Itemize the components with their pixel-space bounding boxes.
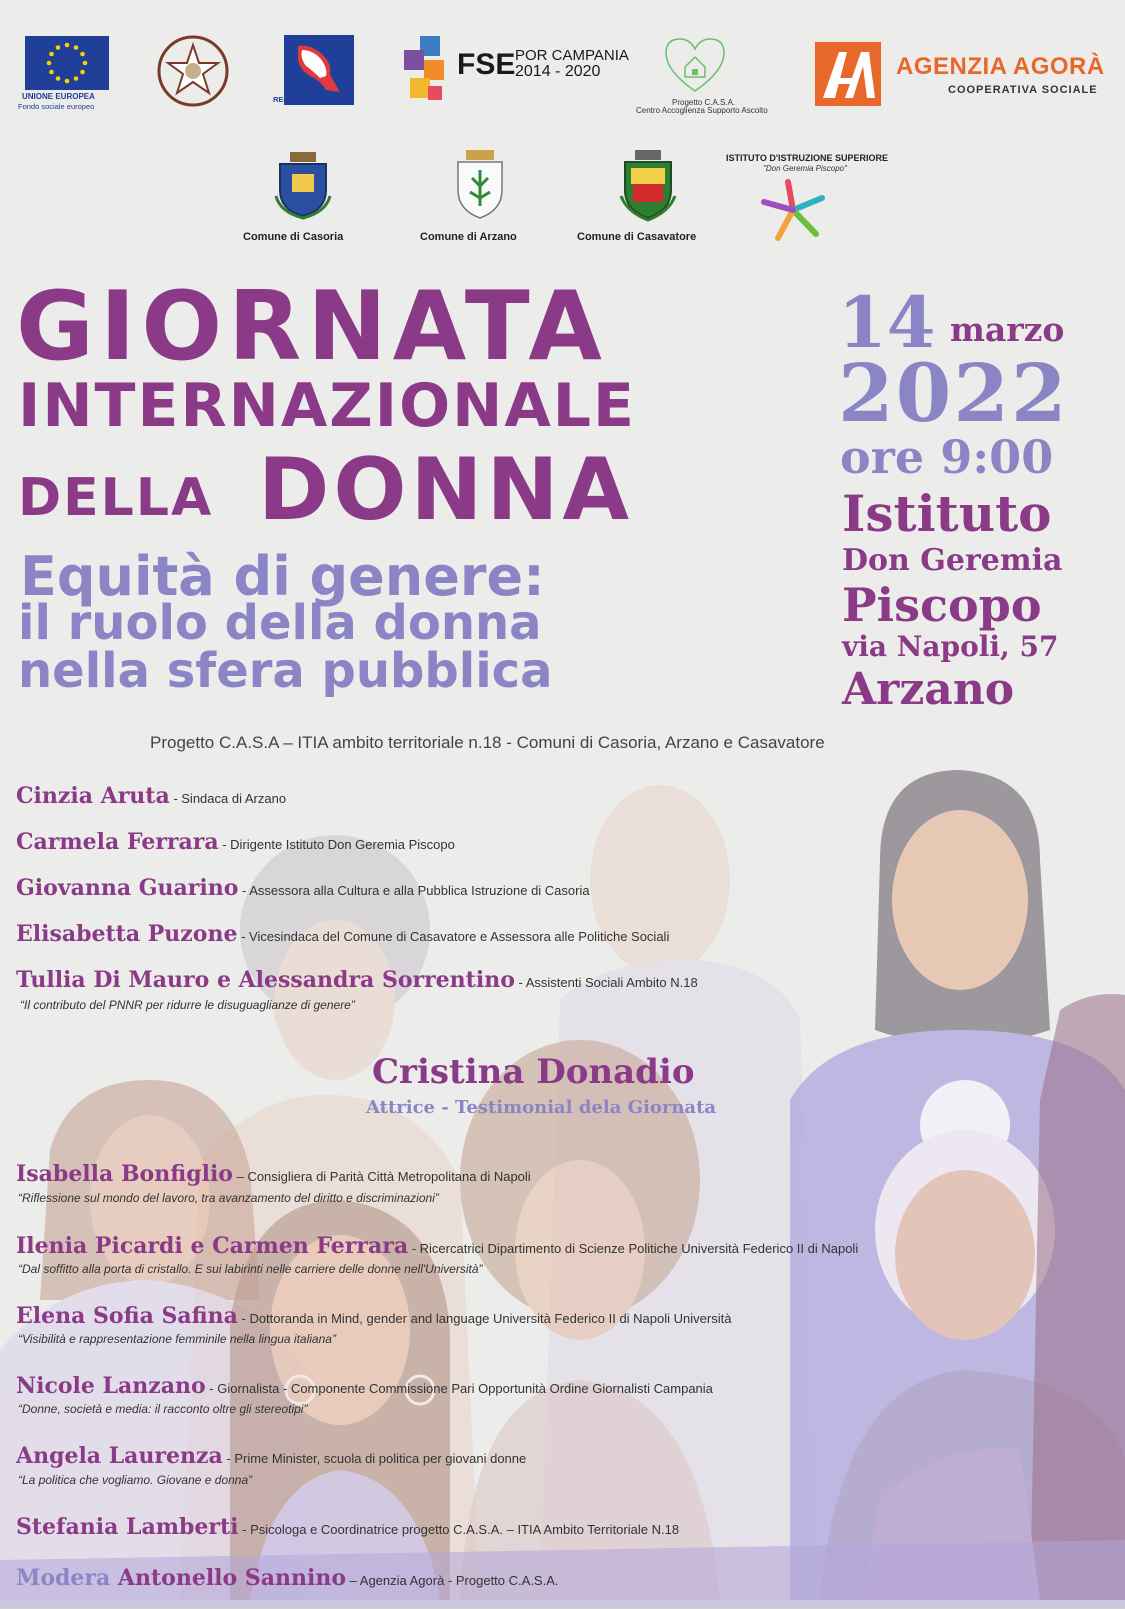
venue-line1: Istituto: [842, 484, 1052, 543]
speaker-name: Cinzia Aruta: [16, 783, 170, 809]
fse-cubes-icon: [400, 36, 454, 112]
speaker-name: Stefania Lamberti: [16, 1514, 239, 1540]
project-line: Progetto C.A.S.A – ITIA ambito territoriale n.18 - Comuni di Casoria, Arzano e Casavatore: [150, 733, 825, 752]
star-people-icon: [758, 178, 828, 242]
speaker-item: [16, 1161, 531, 1187]
arzano-label: Comune di Arzano: [420, 231, 517, 243]
casa-desc-label: Centro Accoglienza Supporto Ascolto: [636, 106, 768, 115]
speaker-role: - Prime Minister, scuola di politica per giovani donne: [222, 1451, 527, 1466]
moderator-name: Antonello Sannino: [110, 1565, 347, 1591]
casavatore-crest-icon: [615, 148, 681, 222]
agora-a-icon: [815, 42, 881, 106]
venue-address: via Napoli, 57: [842, 630, 1059, 663]
event-month: marzo: [950, 310, 1065, 349]
campania-map-icon: [290, 40, 346, 96]
venue-line2: Don Geremia: [842, 543, 1063, 578]
por-years-label: 2014 - 2020: [515, 63, 601, 80]
speaker-role: - Psicologa e Coordinatrice progetto C.A.S.A. – ITIA Ambito Territoriale N.18: [238, 1522, 680, 1537]
speaker-quote: “Dal soffitto alla porta di cristallo. E sui labirinti nelle carriere delle donne nell'Università”: [18, 1262, 483, 1276]
istituto-label: ISTITUTO D'ISTRUZIONE SUPERIORE: [726, 153, 888, 163]
speaker-name: Ilenia Picardi e Carmen Ferrara: [16, 1233, 409, 1259]
speaker-item: [16, 1303, 731, 1329]
casavatore-label: Comune di Casavatore: [577, 231, 697, 243]
testimonial-name: Cristina Donadio: [372, 1052, 695, 1092]
speaker-role: - Giornalista - Componente Commissione Pari Opportunità Ordine Giornalisti Campania: [205, 1381, 713, 1396]
venue-line3: Piscopo: [842, 578, 1042, 632]
speaker-item: [16, 921, 669, 947]
title-line-internazionale: INTERNAZIONALE: [18, 371, 637, 441]
speaker-item: [16, 1373, 713, 1399]
moderator-label: Modera: [16, 1565, 111, 1591]
speaker-name: Isabella Bonfiglio: [16, 1161, 233, 1187]
title-line-donna: DONNA: [258, 440, 634, 540]
title-line-della: DELLA: [18, 468, 214, 528]
speaker-item: [16, 783, 286, 809]
regione-label: REGIONE CAMPANIA: [273, 95, 350, 104]
speaker-role: - Dirigente Istituto Don Geremia Piscopo: [218, 837, 455, 852]
speaker-quote: “Donne, società e media: il racconto oltre gli stereotipi”: [18, 1402, 308, 1416]
speaker-role: - Ricercatrici Dipartimento di Scienze Politiche Università Federico II di Napoli: [408, 1241, 859, 1256]
speaker-quote: “Visibilità e rappresentazione femminile nella lingua italiana”: [18, 1332, 336, 1346]
speaker-role: - Sindaca di Arzano: [169, 791, 287, 806]
speaker-quote: “Riflessione sul mondo del lavoro, tra avanzamento del diritto e discriminazioni”: [18, 1191, 439, 1205]
por-label: POR CAMPANIA: [515, 47, 629, 64]
eu-stars-icon: [44, 40, 90, 86]
title-line-giornata: GIORNATA: [16, 272, 608, 382]
moderator-line: [16, 1565, 559, 1591]
istituto-name-label: "Don Geremia Piscopo": [763, 164, 847, 173]
speaker-item: [16, 967, 698, 993]
casoria-crest-icon: [270, 150, 336, 220]
speaker-quote: “Il contributo del PNNR per ridurre le disuguaglianze di genere”: [20, 998, 355, 1012]
agora-title: AGENZIA AGORÀ: [896, 53, 1105, 80]
event-time: ore 9:00: [840, 430, 1054, 484]
subtitle-line3: nella sfera pubblica: [18, 643, 553, 699]
agora-subtitle: COOPERATIVA SOCIALE: [948, 84, 1098, 96]
eu-label: UNIONE EUROPEA: [22, 92, 95, 101]
speaker-quote: “La politica che vogliamo. Giovane e donna”: [18, 1473, 253, 1487]
eu-fund-label: Fondo sociale europeo: [18, 102, 95, 111]
speaker-role: - Assistenti Sociali Ambito N.18: [514, 975, 698, 990]
speaker-name: Elisabetta Puzone: [16, 921, 238, 947]
event-year: 2022: [838, 346, 1069, 440]
speaker-item: [16, 1233, 858, 1259]
casoria-label: Comune di Casoria: [243, 231, 344, 243]
fse-label: FSE: [457, 48, 516, 81]
testimonial-role: Attrice - Testimonial dela Giornata: [366, 1097, 717, 1118]
arzano-crest-icon: [450, 148, 510, 222]
venue-city: Arzano: [842, 664, 1015, 715]
speaker-role: – Consigliera di Parità Città Metropolitana di Napoli: [232, 1169, 531, 1184]
speaker-name: Elena Sofia Safina: [16, 1303, 238, 1329]
speaker-item: [16, 875, 590, 901]
casa-label: Progetto C.A.S.A.: [672, 98, 736, 107]
speaker-name: Nicole Lanzano: [16, 1373, 206, 1399]
subtitle-line2: il ruolo della donna: [18, 595, 542, 651]
speaker-name: Angela Laurenza: [16, 1443, 223, 1469]
speaker-item: [16, 829, 455, 855]
speaker-name: Tullia Di Mauro e Alessandra Sorrentino: [16, 967, 515, 993]
speaker-item: [16, 1443, 526, 1469]
moderator-role: – Agenzia Agorà - Progetto C.A.S.A.: [346, 1573, 559, 1588]
speaker-role: - Vicesindaca del Comune di Casavatore e Assessora alle Politiche Sociali: [237, 929, 670, 944]
speaker-item: [16, 1514, 679, 1540]
speaker-role: - Dottoranda in Mind, gender and language Università Federico II di Napoli Università: [237, 1311, 732, 1326]
speaker-name: Carmela Ferrara: [16, 829, 219, 855]
house-heart-icon: [660, 33, 730, 97]
italian-republic-emblem-icon: [155, 33, 231, 109]
speaker-role: - Assessora alla Cultura e alla Pubblica Istruzione di Casoria: [238, 883, 590, 898]
subtitle-line1: Equità di genere:: [20, 545, 545, 608]
event-day: 14: [838, 281, 936, 364]
speaker-name: Giovanna Guarino: [16, 875, 239, 901]
